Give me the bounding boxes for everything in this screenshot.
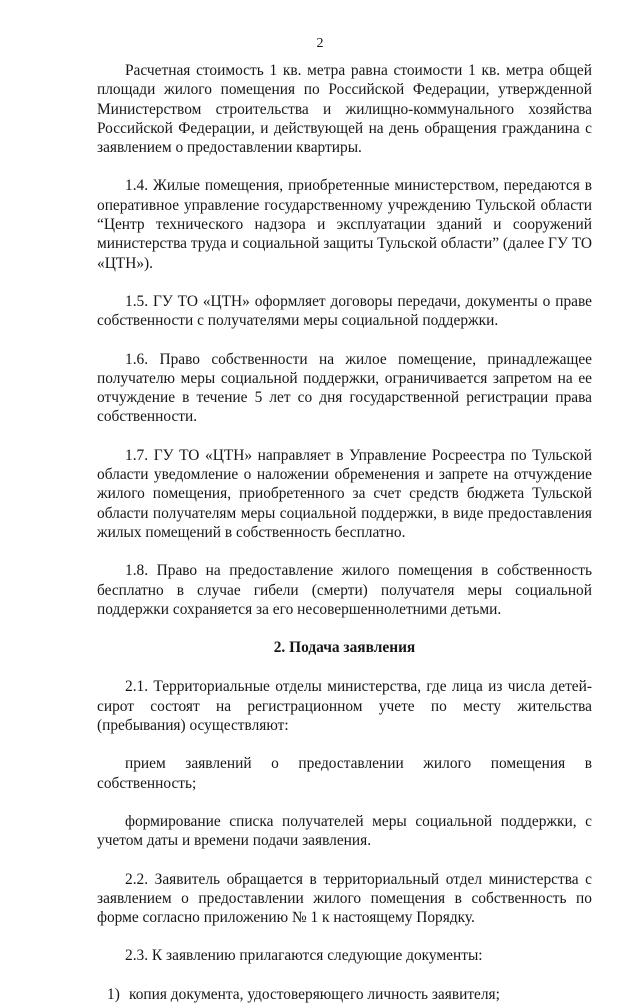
paragraph-1-8: 1.8. Право на предоставление жилого помещения в собственность бесплатно в случае гибели (смерти) получателя меры социальной поддержки сохраняется за его несовершеннолетними детьми. bbox=[97, 562, 592, 618]
paragraph-1-5: 1.5. ГУ ТО «ЦТН» оформляет договоры передачи, документы о праве собственности с получателями меры социальной поддержки. bbox=[97, 292, 592, 330]
paragraph-1-6: 1.6. Право собственности на жилое помещение, принадлежащее получателю меры социальной поддержки, ограничивается запретом на ее отчуждение в течение 5 лет со дня государственной регистрации права собственности. bbox=[97, 350, 592, 426]
list-item-text: копия документа, удостоверяющего личность заявителя; bbox=[129, 985, 500, 1003]
paragraph-2-2: 2.2. Заявитель обращается в территориальный отдел министерства с заявлением о предоставлении жилого помещения в собственность по форме согласно приложению № 1 к настоящему Порядку. bbox=[97, 870, 592, 927]
document-body bbox=[97, 61, 592, 1004]
page-number: 2 bbox=[316, 36, 324, 51]
section-2-heading: 2. Подача заявления bbox=[273, 639, 416, 657]
paragraph-2-1-a: прием заявлений о предоставлении жилого помещения в собственность; bbox=[97, 755, 592, 792]
list-item-number: 1) bbox=[107, 985, 120, 1003]
paragraph-cost: Расчетная стоимость 1 кв. метра равна стоимости 1 кв. метра общей площади жилого помещения по Российской Федерации, утвержденной Министерством строительства и жилищно-коммунального хозяйства Российской Федерации, и действующей на день обращения гражданина с заявлением о предоставлении квартиры. bbox=[97, 62, 592, 157]
paragraph-2-3: 2.3. К заявлению прилагаются следующие документы: bbox=[125, 947, 483, 965]
list-item bbox=[97, 985, 592, 1004]
paragraph-1-7: 1.7. ГУ ТО «ЦТН» направляет в Управление Росреестра по Тульской области уведомление о наложении обременения и запрете на отчуждение жилого помещения, приобретенного за счет средств бюджета Тульской области получателям меры социальной поддержки, в виде предоставления жилых помещений в собственность бесплатно. bbox=[97, 446, 592, 541]
paragraph-2-1: 2.1. Территориальные отделы министерства, где лица из числа детей-сирот состоят на регистрационном учете по месту жительства (пребывания) осуществляют: bbox=[97, 678, 592, 735]
paragraph-1-4: 1.4. Жилые помещения, приобретенные министерством, передаются в оперативное управление государственному учреждению Тульской области “Центр технического надзора и эксплуатации зданий и сооружений министерства труда и социальной защиты Тульской области” (далее ГУ ТО «ЦТН»). bbox=[97, 177, 593, 272]
paragraph-2-1-b: формирование списка получателей меры социальной поддержки, с учетом даты и времени подачи заявления. bbox=[97, 812, 592, 850]
